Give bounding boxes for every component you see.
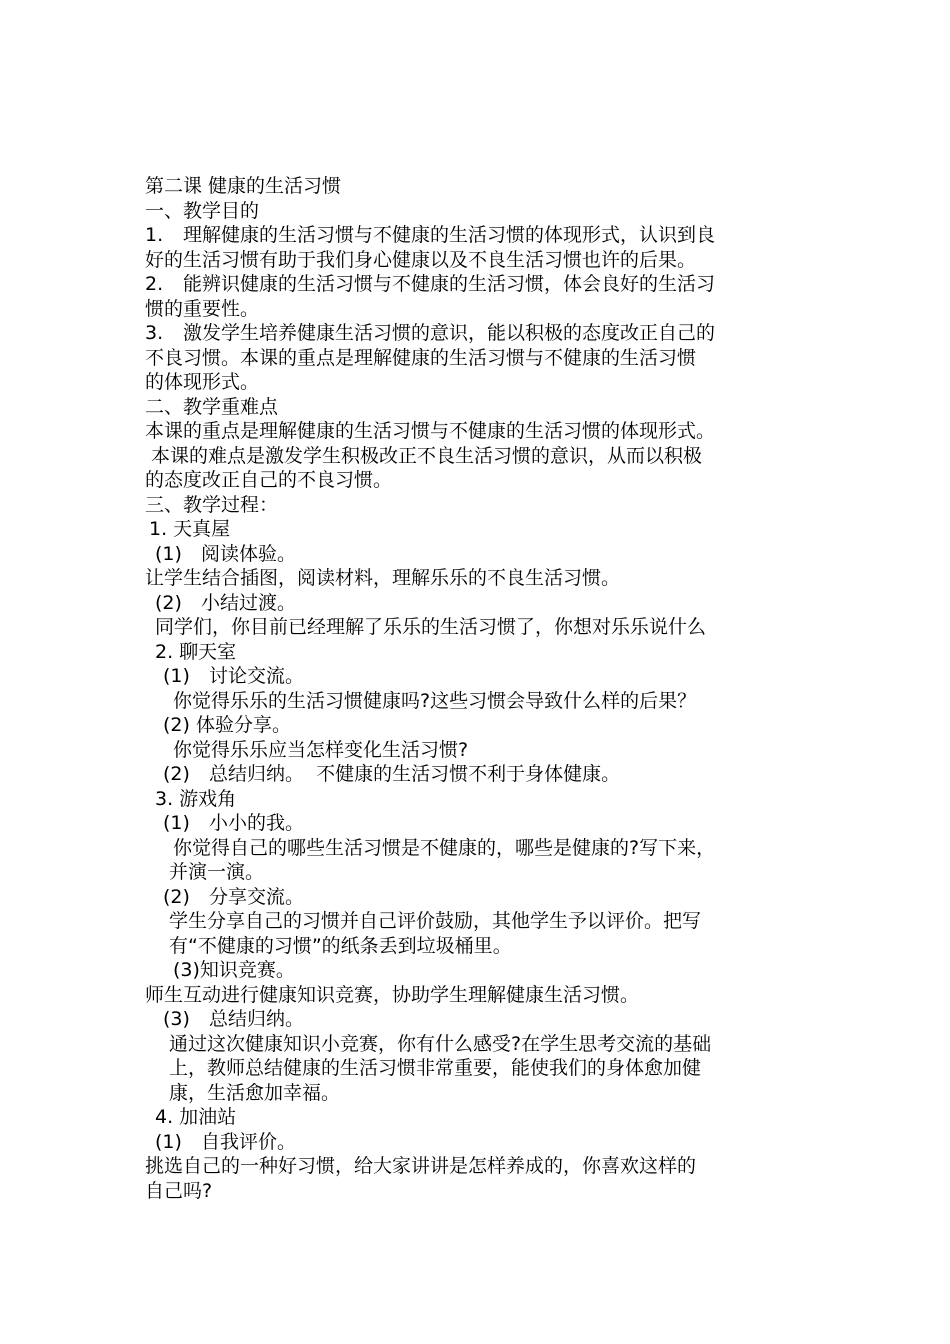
paragraph-line: 师生互动进行健康知识竞赛，协助学生理解健康生活习惯。 bbox=[145, 983, 640, 1006]
sub-item bbox=[145, 762, 825, 787]
sub-item bbox=[145, 1007, 825, 1032]
sub-number: (1) bbox=[163, 812, 190, 834]
sub-text: 分享交流。 bbox=[209, 885, 305, 908]
paragraph-line: 本课的难点是激发学生积极改正不良生活习惯的意识，从而以积极 bbox=[145, 444, 703, 467]
sub-item bbox=[145, 542, 825, 567]
item-number: 1. bbox=[145, 224, 164, 246]
sub-item: (2) 体验分享。 bbox=[163, 714, 291, 736]
paragraph-line: 通过这次健康知识小竞赛，你有什么感受?在学生思考交流的基础 bbox=[169, 1032, 712, 1055]
item-text: 理解健康的生活习惯与不健康的生活习惯的体现形式，认识到良 bbox=[183, 224, 716, 246]
objective-continuation: 好的生活习惯有助于我们身心健康以及不良生活习惯也许的后果。 bbox=[145, 248, 697, 271]
paragraph-line: 挑选自己的一种好习惯，给大家讲讲是怎样养成的，你喜欢这样的 bbox=[145, 1155, 697, 1177]
section-heading: 一、教学目的 bbox=[145, 199, 260, 222]
paragraph-line: 本课的重点是理解健康的生活习惯与不健康的生活习惯的体现形式。 bbox=[145, 420, 716, 442]
section-heading: 二、教学重难点 bbox=[145, 395, 279, 418]
paragraph-line: 同学们，你目前已经理解了乐乐的生活习惯了，你想对乐乐说什么 bbox=[155, 616, 707, 638]
paragraph-line: 并演一演。 bbox=[169, 861, 265, 883]
section-heading: 三、教学过程： bbox=[145, 493, 279, 516]
objective-continuation: 的体现形式。 bbox=[145, 371, 260, 393]
paragraph-line: 有“不健康的习惯”的纸条丢到垃圾桶里。 bbox=[169, 934, 512, 957]
sub-text: 阅读体验。 bbox=[201, 542, 297, 565]
item-number: 2. bbox=[145, 273, 164, 295]
part-title: 4. 加油站 bbox=[155, 1106, 237, 1128]
sub-text: 自我评价。 bbox=[201, 1130, 297, 1153]
item-text: 激发学生培养健康生活习惯的意识，能以积极的态度改正自己的 bbox=[183, 322, 716, 344]
sub-number: (2) bbox=[163, 763, 190, 785]
sub-item bbox=[145, 664, 825, 689]
item-number: 3. bbox=[145, 322, 164, 344]
paragraph-line: 自己吗? bbox=[145, 1179, 213, 1202]
sub-item bbox=[145, 811, 825, 836]
paragraph-line: 让学生结合插图，阅读材料，理解乐乐的不良生活习惯。 bbox=[145, 567, 621, 589]
part-title: 3. 游戏角 bbox=[155, 787, 237, 810]
objective-item bbox=[145, 272, 825, 297]
sub-item bbox=[145, 1130, 825, 1155]
document-page bbox=[145, 174, 825, 1203]
sub-number: (1) bbox=[155, 542, 182, 565]
sub-text: 讨论交流。 bbox=[209, 665, 305, 687]
sub-item bbox=[145, 885, 825, 910]
objective-item bbox=[145, 321, 825, 346]
sub-number: (2) bbox=[163, 885, 190, 908]
objective-continuation: 不良习惯。本课的重点是理解健康的生活习惯与不健康的生活习惯 bbox=[145, 346, 697, 369]
sub-number: (1) bbox=[155, 1130, 182, 1153]
sub-number: (3) bbox=[163, 1008, 190, 1030]
paragraph-line: 康，生活愈加幸福。 bbox=[169, 1081, 341, 1104]
sub-text: 小结过渡。 bbox=[201, 591, 297, 614]
sub-number: (2) bbox=[155, 591, 182, 614]
sub-text: 总结归纳。 不健康的生活习惯不利于身体健康。 bbox=[209, 763, 621, 785]
objective-continuation: 惯的重要性。 bbox=[145, 297, 260, 320]
part-title: 1. 天真屋 bbox=[149, 518, 231, 540]
sub-number: (1) bbox=[163, 665, 190, 687]
paragraph-line: 你觉得乐乐应当怎样变化生活习惯? bbox=[173, 738, 469, 761]
paragraph-line: 的态度改正自己的不良习惯。 bbox=[145, 469, 393, 491]
objective-item bbox=[145, 223, 825, 248]
part-title: 2. 聊天室 bbox=[155, 640, 237, 663]
paragraph-line: 上，教师总结健康的生活习惯非常重要，能使我们的身体愈加健 bbox=[169, 1057, 702, 1079]
sub-text: 小小的我。 bbox=[209, 812, 305, 834]
paragraph-line: 学生分享自己的习惯并自己评价鼓励，其他学生予以评价。把写 bbox=[169, 910, 702, 932]
lesson-title: 第二课 健康的生活习惯 bbox=[145, 175, 342, 197]
item-text: 能辨识健康的生活习惯与不健康的生活习惯，体会良好的生活习 bbox=[183, 273, 716, 295]
sub-item: (3)知识竞赛。 bbox=[173, 959, 295, 981]
paragraph-line: 你觉得乐乐的生活习惯健康吗?这些习惯会导致什么样的后果？ bbox=[173, 689, 697, 712]
sub-item bbox=[145, 591, 825, 616]
sub-text: 总结归纳。 bbox=[209, 1008, 305, 1030]
paragraph-line: 你觉得自己的哪些生活习惯是不健康的，哪些是健康的?写下来， bbox=[173, 836, 716, 859]
